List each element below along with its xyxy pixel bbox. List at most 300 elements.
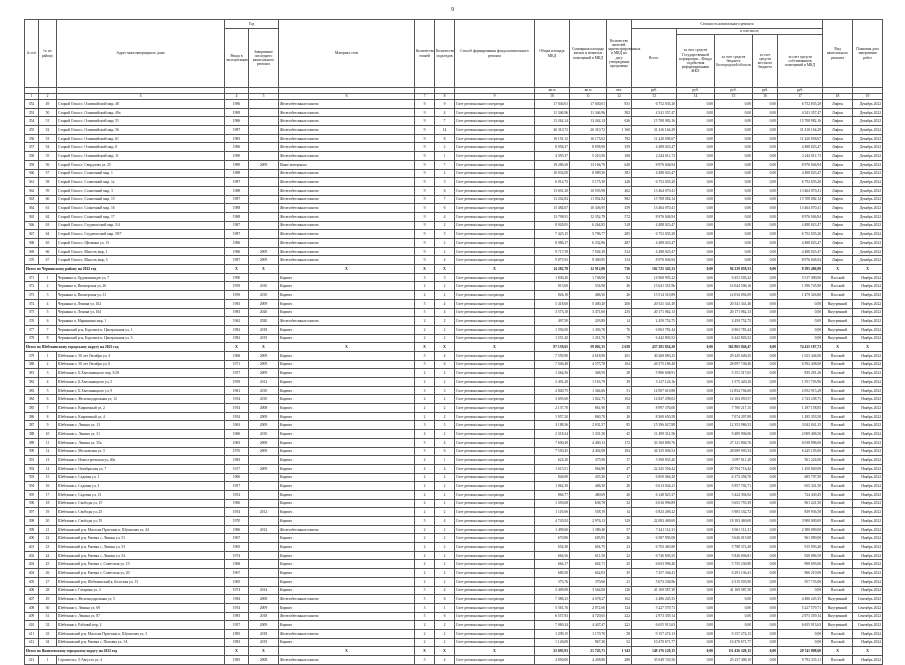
table-cell: 1985 bbox=[225, 612, 249, 621]
table-body bbox=[25, 100, 883, 665]
table-cell: 25 bbox=[607, 560, 632, 569]
table-cell: 9 bbox=[415, 134, 435, 143]
column-number-cell: 5 bbox=[249, 94, 279, 100]
table-row bbox=[25, 282, 883, 291]
table-cell: 12 bbox=[39, 447, 57, 456]
table-cell: Ноябрь 2022 bbox=[853, 308, 883, 317]
table-cell: 1952 bbox=[225, 490, 249, 499]
table-cell: Внутренний bbox=[823, 621, 853, 630]
table-cell: 4 bbox=[435, 464, 455, 473]
table-cell: 0,00 bbox=[753, 230, 778, 239]
table-cell: Кирпич bbox=[279, 378, 415, 387]
table-cell: 0,00 bbox=[715, 256, 753, 265]
table-cell: 60 bbox=[39, 195, 57, 204]
table-cell: Железобетонные панели bbox=[279, 108, 415, 117]
table-cell: 501 224,00 bbox=[778, 456, 823, 465]
table-cell: 6 bbox=[435, 204, 455, 213]
table-cell: 8 bbox=[39, 334, 57, 343]
table-cell: 1 830,20 bbox=[535, 273, 570, 282]
table-cell: Декабрь 2022 bbox=[853, 212, 883, 221]
table-cell: 0,00 bbox=[753, 603, 778, 612]
cost-group-header: Стоимость капитального ремонта bbox=[632, 20, 823, 29]
table-cell: Счет регионального оператора bbox=[455, 256, 535, 265]
table-cell: 6 014,75 bbox=[535, 178, 570, 187]
total-cell: 59 002,35 bbox=[570, 343, 607, 352]
table-cell bbox=[249, 543, 279, 552]
table-cell: 15 641 351,96 bbox=[632, 282, 677, 291]
table-cell: 4 402,08 bbox=[570, 447, 607, 456]
table-cell: Кирпич bbox=[279, 273, 415, 282]
table-row bbox=[25, 543, 883, 552]
col-header: Количество жителей, зарегистрированных в МКД на дату утверждения программы bbox=[607, 20, 632, 88]
table-cell: 8 bbox=[39, 412, 57, 421]
table-row bbox=[25, 247, 883, 256]
table-cell: 16 173,02 bbox=[570, 134, 607, 143]
table-cell: 2 bbox=[435, 247, 455, 256]
table-cell: Плоский bbox=[823, 447, 853, 456]
table-cell: 4 488 023,47 bbox=[632, 143, 677, 152]
table-cell: Ноябрь 2022 bbox=[853, 534, 883, 543]
table-cell: 4 541 357,47 bbox=[632, 108, 677, 117]
table-cell: 2 bbox=[415, 291, 435, 300]
table-cell: 2018 bbox=[249, 325, 279, 334]
table-cell: 2012 bbox=[249, 525, 279, 534]
table-cell: 14 847 298,02 bbox=[632, 395, 677, 404]
table-cell: 1987 bbox=[225, 256, 249, 265]
table-cell: Ноябрь 2022 bbox=[853, 560, 883, 569]
table-cell: Счет регионального оператора bbox=[455, 230, 535, 239]
total-cell: 111 436 328,15 bbox=[715, 647, 753, 656]
table-cell: 1982 bbox=[225, 334, 249, 343]
table-cell: 16 191,12 bbox=[535, 134, 570, 143]
col-header: Способ формирования фонда капитального ремонта bbox=[455, 20, 535, 88]
table-cell: 2 052 915,28 bbox=[778, 386, 823, 395]
table-row bbox=[25, 221, 883, 230]
column-number-cell: 14 bbox=[677, 94, 715, 100]
table-cell: 0,00 bbox=[753, 160, 778, 169]
table-cell: 164 bbox=[607, 360, 632, 369]
table-cell: 30 268 883,25 bbox=[632, 351, 677, 360]
table-row bbox=[25, 525, 883, 534]
table-cell: Чернянка п, Маринкина мкр, 1 bbox=[57, 317, 225, 326]
table-cell: 9 bbox=[415, 160, 435, 169]
table-cell: Счет регионального оператора bbox=[455, 317, 535, 326]
table-cell: 0,00 bbox=[753, 143, 778, 152]
table-cell: Кирпич bbox=[279, 369, 415, 378]
table-cell: Железобетонные панели bbox=[279, 212, 415, 221]
table-cell: Декабрь 2022 bbox=[853, 195, 883, 204]
table-cell: Старый Оскол г, Солнечный мкр, 16 bbox=[57, 204, 225, 213]
table-cell: 388 bbox=[25, 430, 39, 439]
table-cell: 0,00 bbox=[677, 325, 715, 334]
table-cell: 0,00 bbox=[715, 117, 753, 126]
table-cell: 5 bbox=[415, 351, 435, 360]
table-cell: 2 bbox=[415, 404, 435, 413]
table-cell: 373 bbox=[25, 291, 39, 300]
table-cell: 0,00 bbox=[677, 456, 715, 465]
table-cell: Внутренний bbox=[823, 317, 853, 326]
table-cell: 41 169 587,30 bbox=[632, 586, 677, 595]
table-cell: 369 bbox=[25, 247, 39, 256]
table-cell: 226 bbox=[607, 178, 632, 187]
table-cell: 57 bbox=[607, 525, 632, 534]
col-header: Материал стен bbox=[279, 20, 415, 88]
table-cell: 4 486 245,35 bbox=[632, 595, 677, 604]
table-cell: Кирпич bbox=[279, 291, 415, 300]
table-cell: 0,00 bbox=[778, 638, 823, 647]
table-cell: 1917 bbox=[225, 464, 249, 473]
table-cell: 2 bbox=[415, 369, 435, 378]
table-cell: 371 bbox=[25, 273, 39, 282]
table-cell: Счет регионального оператора bbox=[455, 490, 535, 499]
table-cell: 2 bbox=[435, 499, 455, 508]
table-cell: 0,00 bbox=[715, 169, 753, 178]
table-cell: Внутренний bbox=[823, 595, 853, 604]
table-cell: 2010 bbox=[249, 430, 279, 439]
table-cell: Плоский bbox=[823, 525, 853, 534]
table-cell: 129 bbox=[607, 517, 632, 526]
table-row bbox=[25, 473, 883, 482]
table-cell: 0,00 bbox=[753, 299, 778, 308]
table-cell: 393 bbox=[25, 473, 39, 482]
total-cell: X bbox=[279, 647, 415, 656]
table-cell: 391 bbox=[25, 456, 39, 465]
table-cell: Плоский bbox=[823, 569, 853, 578]
table-cell: 0,00 bbox=[753, 239, 778, 248]
table-row bbox=[25, 299, 883, 308]
table-cell: Декабрь 2022 bbox=[853, 134, 883, 143]
table-cell: Кирпич bbox=[279, 308, 415, 317]
table-cell: 2 bbox=[415, 395, 435, 404]
table-cell: Плоский bbox=[823, 412, 853, 421]
table-cell: Чернянский р-н, Ездочное п, Центральная ул, 3 bbox=[57, 334, 225, 343]
table-cell: 2 bbox=[39, 360, 57, 369]
table-cell: 2 bbox=[415, 473, 435, 482]
table-cell: Кирпич bbox=[279, 386, 415, 395]
table-cell: 0,00 bbox=[677, 239, 715, 248]
table-cell: 26 310,72 bbox=[570, 126, 607, 135]
table-cell: 392 bbox=[25, 464, 39, 473]
table-cell: Ноябрь 2022 bbox=[853, 577, 883, 586]
table-cell: 2010 bbox=[249, 395, 279, 404]
table-cell: 1971 bbox=[225, 360, 249, 369]
table-cell: Шебекино г, Новостроевская ул, 40а bbox=[57, 456, 225, 465]
table-cell: 0,00 bbox=[753, 100, 778, 109]
table-cell: 866,77 bbox=[535, 490, 570, 499]
table-row bbox=[25, 638, 883, 647]
table-cell: 287 bbox=[607, 239, 632, 248]
table-cell: 59 bbox=[39, 186, 57, 195]
table-cell: 5 517 490,00 bbox=[778, 273, 823, 282]
table-cell: Кирпич bbox=[279, 421, 415, 430]
table-cell: 2009 bbox=[249, 621, 279, 630]
table-cell: 4 488 023,47 bbox=[778, 239, 823, 248]
table-cell: 6 752 035,20 bbox=[778, 100, 823, 109]
table-cell: Счет регионального оператора bbox=[455, 595, 535, 604]
table-cell: 0,00 bbox=[677, 438, 715, 447]
table-cell: Лифты bbox=[823, 134, 853, 143]
table-cell: 0,00 bbox=[753, 638, 778, 647]
table-cell: Счет регионального оператора bbox=[455, 447, 535, 456]
table-cell: Декабрь 2022 bbox=[853, 117, 883, 126]
table-cell: 362 bbox=[25, 186, 39, 195]
table-cell: Ноябрь 2022 bbox=[853, 299, 883, 308]
table-cell: 1 299,15 bbox=[535, 629, 570, 638]
table-cell: Кирпич bbox=[279, 438, 415, 447]
table-cell: Железобетонные панели bbox=[279, 186, 415, 195]
table-cell: Ноябрь 2022 bbox=[853, 517, 883, 526]
table-cell: 14 bbox=[607, 317, 632, 326]
table-cell: Лифты bbox=[823, 256, 853, 265]
table-cell: 374 bbox=[25, 299, 39, 308]
column-number-cell: 7 bbox=[415, 94, 435, 100]
table-cell: 382 bbox=[25, 378, 39, 387]
table-cell: 14 bbox=[435, 126, 455, 135]
table-cell: Шебекино г, Садовая ул, 3 bbox=[57, 482, 225, 491]
year-group-header: Год bbox=[225, 20, 279, 29]
table-cell: 2009 bbox=[249, 447, 279, 456]
table-cell: 2 bbox=[435, 404, 455, 413]
table-cell: Плоский bbox=[823, 508, 853, 517]
table-row bbox=[25, 134, 883, 143]
table-cell: 368 bbox=[25, 239, 39, 248]
table-cell: 9 bbox=[415, 117, 435, 126]
table-cell: 21 bbox=[39, 525, 57, 534]
table-cell: Сентябрь 2022 bbox=[853, 621, 883, 630]
table-cell: 0,00 bbox=[677, 464, 715, 473]
table-cell: 3 bbox=[415, 603, 435, 612]
table-cell: 9 bbox=[415, 221, 435, 230]
table-cell: 1974 bbox=[225, 586, 249, 595]
table-cell: 9 bbox=[415, 230, 435, 239]
table-cell: 10 470 671,77 bbox=[632, 638, 677, 647]
table-row bbox=[25, 395, 883, 404]
table-cell: 6 752 035,20 bbox=[632, 100, 677, 109]
table-cell: Старый Оскол г, Щепкина ул, 13 bbox=[57, 239, 225, 248]
table-cell: 13 464 070,41 bbox=[632, 186, 677, 195]
table-cell: Лифты bbox=[823, 239, 853, 248]
table-cell: 15 708 082,14 bbox=[778, 195, 823, 204]
table-cell: Счет регионального оператора bbox=[455, 577, 535, 586]
table-cell: 13 484,67 bbox=[535, 204, 570, 213]
total-cell: 21 745,71 bbox=[570, 647, 607, 656]
table-cell: Ноябрь 2022 bbox=[853, 499, 883, 508]
table-cell: 1989 bbox=[225, 160, 249, 169]
table-cell: 1990 bbox=[225, 152, 249, 161]
table-cell: 1 bbox=[435, 152, 455, 161]
table-cell: 2 bbox=[435, 317, 455, 326]
table-cell: 2 bbox=[435, 378, 455, 387]
table-cell: 636 bbox=[607, 117, 632, 126]
page-number: 9 bbox=[451, 7, 454, 13]
table-cell: 1 126,00 bbox=[535, 638, 570, 647]
table-cell: Ноябрь 2022 bbox=[853, 404, 883, 413]
table-cell: 2010 bbox=[249, 291, 279, 300]
table-cell: 378 bbox=[25, 334, 39, 343]
table-cell: 3 bbox=[435, 230, 455, 239]
table-cell: 0,00 bbox=[677, 490, 715, 499]
table-cell: 9 792 335,11 bbox=[778, 656, 823, 665]
table-cell: 5 400,20 bbox=[570, 299, 607, 308]
table-cell: Ноябрь 2022 bbox=[853, 325, 883, 334]
table-row bbox=[25, 586, 883, 595]
table-cell: Сентябрь 2022 bbox=[853, 595, 883, 604]
table-cell: Железобетонные панели bbox=[279, 525, 415, 534]
table-cell: Лифты bbox=[823, 212, 853, 221]
table-cell: Старый Оскол г, Юность мкр, 1 bbox=[57, 247, 225, 256]
table-cell: 1 450 840,00 bbox=[778, 464, 823, 473]
table-cell: 2 bbox=[415, 508, 435, 517]
table-cell: 2 bbox=[435, 430, 455, 439]
table-cell: 468,30 bbox=[570, 482, 607, 491]
table-cell: Счет регионального оператора bbox=[455, 551, 535, 560]
table-cell: 32 bbox=[607, 499, 632, 508]
table-cell: 368,50 bbox=[570, 369, 607, 378]
table-cell: 497,50 bbox=[535, 317, 570, 326]
table-cell: 9 bbox=[415, 256, 435, 265]
table-cell: 370 bbox=[25, 256, 39, 265]
total-cell: 94 329 858,53 bbox=[715, 265, 753, 274]
table-cell: Счет регионального оператора bbox=[455, 499, 535, 508]
table-cell: 680,50 bbox=[535, 569, 570, 578]
table-cell: 0,00 bbox=[677, 282, 715, 291]
table-cell: 41 169 587,30 bbox=[715, 586, 753, 595]
table-cell: 13 166,79 bbox=[570, 160, 607, 169]
table-cell: 26 bbox=[39, 569, 57, 578]
table-cell: Плоский bbox=[823, 351, 853, 360]
table-cell: 201 bbox=[607, 351, 632, 360]
table-cell: Шебекино г, Ленина ул, 35а bbox=[57, 438, 225, 447]
table-cell: 2 bbox=[435, 629, 455, 638]
table-cell: 4 515 503,90 bbox=[715, 577, 753, 586]
table-cell: Кирпич bbox=[279, 490, 415, 499]
table-cell: 2 bbox=[435, 482, 455, 491]
table-cell bbox=[249, 577, 279, 586]
table-cell: Кирпич bbox=[279, 334, 415, 343]
table-cell: Ноябрь 2022 bbox=[853, 456, 883, 465]
unit-cell: руб. bbox=[715, 88, 753, 94]
table-cell: 782 bbox=[607, 134, 632, 143]
table-row bbox=[25, 569, 883, 578]
table-cell: 6 655 913,63 bbox=[632, 621, 677, 630]
table-row bbox=[25, 369, 883, 378]
table-cell: Лифты bbox=[823, 230, 853, 239]
table-cell: 8 028,05 bbox=[535, 221, 570, 230]
table-cell: 7 550,45 bbox=[535, 447, 570, 456]
table-cell: 480,69 bbox=[570, 490, 607, 499]
table-cell: 5 210,50 bbox=[570, 152, 607, 161]
table-cell: 9 bbox=[415, 152, 435, 161]
table-cell: 1959 bbox=[225, 378, 249, 387]
table-cell: 0,00 bbox=[677, 152, 715, 161]
table-cell: 0,00 bbox=[778, 308, 823, 317]
table-cell: Лифты bbox=[823, 117, 853, 126]
table-row bbox=[25, 508, 883, 517]
table-cell: Железобетонные панели bbox=[279, 100, 415, 109]
total-row bbox=[25, 265, 883, 274]
table-cell: 2 976,13 bbox=[570, 517, 607, 526]
table-cell: 1965 bbox=[225, 577, 249, 586]
total-cell: X bbox=[823, 647, 853, 656]
table-cell: 0,00 bbox=[677, 186, 715, 195]
table-cell: 839 936,50 bbox=[778, 508, 823, 517]
table-cell: 7 bbox=[435, 160, 455, 169]
table-cell: 0,00 bbox=[677, 100, 715, 109]
table-row bbox=[25, 178, 883, 187]
table-cell: 7 074 297,08 bbox=[715, 412, 753, 421]
table-cell: 5 bbox=[415, 586, 435, 595]
table-cell: 2 bbox=[435, 473, 455, 482]
table-cell bbox=[249, 482, 279, 491]
table-cell: 861,90 bbox=[570, 404, 607, 413]
table-cell: 0,00 bbox=[753, 421, 778, 430]
table-cell: 0,00 bbox=[753, 291, 778, 300]
table-cell: 582 bbox=[607, 108, 632, 117]
table-cell: Ноябрь 2022 bbox=[853, 282, 883, 291]
table-cell: 5 bbox=[39, 386, 57, 395]
table-cell: 2 bbox=[435, 334, 455, 343]
table-cell: 0,00 bbox=[677, 386, 715, 395]
unit-cell: руб. bbox=[778, 88, 823, 94]
table-cell: 409 bbox=[25, 612, 39, 621]
table-cell: 10 436,95 bbox=[570, 204, 607, 213]
table-cell: 124 bbox=[607, 603, 632, 612]
table-cell: 168 bbox=[607, 152, 632, 161]
table-cell: 1 551,20 bbox=[535, 334, 570, 343]
table-cell: 6 264,85 bbox=[570, 221, 607, 230]
table-cell: 0,00 bbox=[753, 525, 778, 534]
table-cell: 1987 bbox=[225, 221, 249, 230]
table-cell: 0,00 bbox=[715, 221, 753, 230]
table-cell: 405 bbox=[25, 577, 39, 586]
table-cell: Ноябрь 2022 bbox=[853, 438, 883, 447]
table-cell: Кирпич bbox=[279, 603, 415, 612]
table-cell bbox=[249, 273, 279, 282]
table-cell: 3 bbox=[415, 386, 435, 395]
table-cell: 2009 bbox=[249, 360, 279, 369]
table-cell: 0,00 bbox=[677, 508, 715, 517]
total-cell: X bbox=[455, 343, 535, 352]
table-cell: 1983 bbox=[225, 638, 249, 647]
table-cell: 14 907 619,88 bbox=[632, 386, 677, 395]
table-cell: Счет регионального оператора bbox=[455, 273, 535, 282]
table-cell: 0,00 bbox=[715, 621, 753, 630]
table-cell: 0,00 bbox=[753, 656, 778, 665]
table-cell: 12 353 986,53 bbox=[715, 421, 753, 430]
table-cell: 23 bbox=[39, 543, 57, 552]
table-cell: 9 bbox=[415, 143, 435, 152]
table-cell: 18 bbox=[39, 499, 57, 508]
table-cell: Лифты bbox=[823, 221, 853, 230]
table-cell: 1985 bbox=[225, 134, 249, 143]
table-cell: Счет регионального оператора bbox=[455, 186, 535, 195]
table-cell: 6 703 465,80 bbox=[632, 543, 677, 552]
table-cell: 0,00 bbox=[715, 603, 753, 612]
table-cell: 51 bbox=[39, 117, 57, 126]
table-cell: 967,30 bbox=[570, 638, 607, 647]
table-row bbox=[25, 126, 883, 135]
table-cell: Декабрь 2022 bbox=[853, 100, 883, 109]
table-cell: 49 bbox=[39, 100, 57, 109]
table-cell: 2 bbox=[415, 317, 435, 326]
table-cell: Железобетонные панели bbox=[279, 317, 415, 326]
table-cell: 3 573,10 bbox=[535, 308, 570, 317]
table-cell bbox=[249, 108, 279, 117]
table-cell: 920 006,59 bbox=[778, 551, 823, 560]
table-cell bbox=[249, 221, 279, 230]
table-cell: 0,00 bbox=[753, 508, 778, 517]
table-cell: 9 bbox=[39, 421, 57, 430]
